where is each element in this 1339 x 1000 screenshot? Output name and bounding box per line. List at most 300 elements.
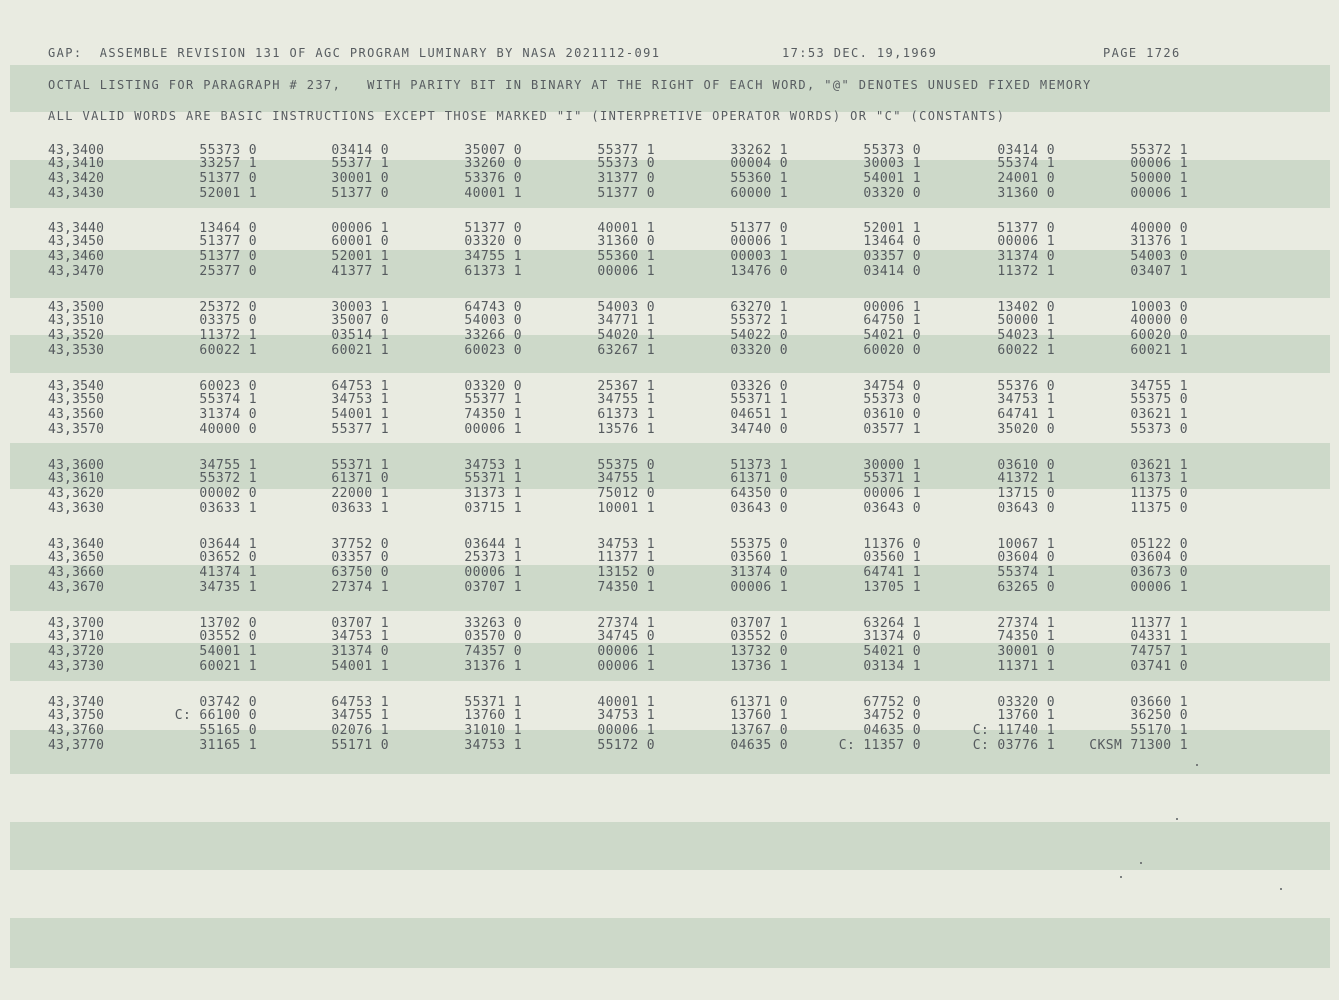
octal-word: 11371 1 bbox=[997, 659, 1055, 674]
memory-address: 43,3660 bbox=[48, 565, 105, 580]
memory-address: 43,3430 bbox=[48, 186, 105, 201]
octal-word: 52001 1 bbox=[199, 186, 257, 201]
octal-word: 25372 0 bbox=[199, 300, 257, 315]
octal-word: 55377 1 bbox=[331, 156, 389, 171]
octal-word: 34755 1 bbox=[331, 708, 389, 723]
octal-word: 27374 1 bbox=[597, 616, 655, 631]
octal-word: 03326 0 bbox=[730, 379, 788, 394]
octal-word: 34755 1 bbox=[464, 249, 522, 264]
octal-word: 40001 1 bbox=[597, 695, 655, 710]
octal-word: 03320 0 bbox=[730, 343, 788, 358]
octal-word: 13476 0 bbox=[730, 264, 788, 279]
octal-word: 33257 1 bbox=[199, 156, 257, 171]
octal-word: 63270 1 bbox=[730, 300, 788, 315]
listing-row bbox=[0, 644, 1339, 659]
octal-word: 35020 0 bbox=[997, 422, 1055, 437]
octal-word: 03707 1 bbox=[331, 616, 389, 631]
listing-row bbox=[0, 471, 1339, 486]
octal-word: 00006 1 bbox=[1130, 580, 1188, 595]
memory-address: 43,3560 bbox=[48, 407, 105, 422]
paper-speck bbox=[1196, 764, 1198, 766]
octal-word: 03742 0 bbox=[199, 695, 257, 710]
octal-word: 11375 0 bbox=[1130, 501, 1188, 516]
octal-word: 60021 1 bbox=[1130, 343, 1188, 358]
octal-word: 13760 1 bbox=[464, 708, 522, 723]
octal-word: 54003 0 bbox=[464, 313, 522, 328]
listing-row bbox=[0, 407, 1339, 422]
octal-word: 63264 1 bbox=[863, 616, 921, 631]
octal-word: 51373 1 bbox=[730, 458, 788, 473]
listing-row bbox=[0, 186, 1339, 201]
octal-word: 64350 0 bbox=[730, 486, 788, 501]
octal-word: 51377 0 bbox=[730, 221, 788, 236]
octal-word: 00006 1 bbox=[997, 234, 1055, 249]
octal-word: 33260 0 bbox=[464, 156, 522, 171]
header-page-number: PAGE 1726 bbox=[1103, 46, 1181, 60]
octal-word: 13152 0 bbox=[597, 565, 655, 580]
listing-row bbox=[0, 580, 1339, 595]
octal-word: 55376 0 bbox=[997, 379, 1055, 394]
octal-word: 55373 0 bbox=[863, 143, 921, 158]
octal-word: 13705 1 bbox=[863, 580, 921, 595]
octal-word: 51377 0 bbox=[199, 171, 257, 186]
octal-word: 55374 1 bbox=[997, 565, 1055, 580]
memory-address: 43,3760 bbox=[48, 723, 105, 738]
listing-row bbox=[0, 343, 1339, 358]
octal-word: 55372 1 bbox=[1130, 143, 1188, 158]
octal-word: 41374 1 bbox=[199, 565, 257, 580]
octal-word: 11372 1 bbox=[199, 328, 257, 343]
octal-word: 03644 1 bbox=[199, 537, 257, 552]
octal-word: 31374 0 bbox=[730, 565, 788, 580]
octal-word: 61373 1 bbox=[1130, 471, 1188, 486]
octal-word: 55371 1 bbox=[464, 471, 522, 486]
octal-word: 31360 0 bbox=[997, 186, 1055, 201]
octal-word: 03560 1 bbox=[730, 550, 788, 565]
octal-word: 13402 0 bbox=[997, 300, 1055, 315]
octal-word: 03660 1 bbox=[1130, 695, 1188, 710]
octal-word: 03644 1 bbox=[464, 537, 522, 552]
octal-word: 31374 0 bbox=[331, 644, 389, 659]
octal-word: C: 11357 0 bbox=[838, 738, 921, 753]
header-valid-words: ALL VALID WORDS ARE BASIC INSTRUCTIONS EXCEPT THOSE MARKED "I" (INTERPRETIVE OPERATOR WORDS) OR "C" (CONSTANTS) bbox=[48, 109, 1006, 123]
octal-word: 00006 1 bbox=[1130, 186, 1188, 201]
octal-word: 03407 1 bbox=[1130, 264, 1188, 279]
octal-word: 34753 1 bbox=[464, 458, 522, 473]
octal-word: 54003 0 bbox=[597, 300, 655, 315]
octal-word: 64743 0 bbox=[464, 300, 522, 315]
octal-word: 00003 1 bbox=[730, 249, 788, 264]
octal-word: 00006 1 bbox=[597, 659, 655, 674]
octal-word: 64741 1 bbox=[863, 565, 921, 580]
octal-word: 03320 0 bbox=[464, 379, 522, 394]
octal-word: 40000 0 bbox=[199, 422, 257, 437]
octal-word: 34755 1 bbox=[199, 458, 257, 473]
octal-word: 30000 1 bbox=[863, 458, 921, 473]
octal-word: 51377 0 bbox=[199, 249, 257, 264]
octal-word: 31373 1 bbox=[464, 486, 522, 501]
octal-word: 03715 1 bbox=[464, 501, 522, 516]
octal-word: 74350 1 bbox=[464, 407, 522, 422]
listing-row bbox=[0, 550, 1339, 565]
octal-word: 11375 0 bbox=[1130, 486, 1188, 501]
memory-address: 43,3440 bbox=[48, 221, 105, 236]
octal-word: 61373 1 bbox=[464, 264, 522, 279]
octal-word: 33262 1 bbox=[730, 143, 788, 158]
listing-row bbox=[0, 486, 1339, 501]
octal-word: 13760 1 bbox=[997, 708, 1055, 723]
octal-word: 00006 1 bbox=[331, 221, 389, 236]
octal-word: 67752 0 bbox=[863, 695, 921, 710]
octal-word: 55373 0 bbox=[199, 143, 257, 158]
listing-row bbox=[0, 249, 1339, 264]
octal-word: 13715 0 bbox=[997, 486, 1055, 501]
octal-word: 60023 0 bbox=[464, 343, 522, 358]
octal-word: 55374 1 bbox=[997, 156, 1055, 171]
octal-word: 03604 0 bbox=[997, 550, 1055, 565]
listing-row bbox=[0, 565, 1339, 580]
octal-word: 35007 0 bbox=[331, 313, 389, 328]
octal-word: 52001 1 bbox=[863, 221, 921, 236]
paper-speck bbox=[1176, 818, 1178, 820]
octal-word: 13576 1 bbox=[597, 422, 655, 437]
octal-word: 03652 0 bbox=[199, 550, 257, 565]
octal-word: 04635 0 bbox=[863, 723, 921, 738]
octal-word: 55171 0 bbox=[331, 738, 389, 753]
octal-word: 50000 1 bbox=[997, 313, 1055, 328]
octal-word: 55371 1 bbox=[730, 392, 788, 407]
octal-word: 51377 0 bbox=[597, 186, 655, 201]
octal-word: 34752 0 bbox=[863, 708, 921, 723]
octal-word: 13732 0 bbox=[730, 644, 788, 659]
memory-address: 43,3740 bbox=[48, 695, 105, 710]
listing-row bbox=[0, 738, 1339, 753]
paper-band bbox=[10, 918, 1330, 968]
octal-word: 54020 1 bbox=[597, 328, 655, 343]
octal-word: 03707 1 bbox=[464, 580, 522, 595]
octal-word: 34755 1 bbox=[597, 471, 655, 486]
octal-word: 61373 1 bbox=[597, 407, 655, 422]
octal-word: 60001 0 bbox=[331, 234, 389, 249]
octal-word: 30003 1 bbox=[863, 156, 921, 171]
octal-word: 04651 1 bbox=[730, 407, 788, 422]
memory-address: 43,3450 bbox=[48, 234, 105, 249]
octal-word: 03643 0 bbox=[730, 501, 788, 516]
octal-word: 31010 1 bbox=[464, 723, 522, 738]
octal-word: 02076 1 bbox=[331, 723, 389, 738]
octal-word: 30003 1 bbox=[331, 300, 389, 315]
octal-word: 34735 1 bbox=[199, 580, 257, 595]
paper-band bbox=[10, 822, 1330, 870]
octal-word: 37752 0 bbox=[331, 537, 389, 552]
octal-word: 33263 0 bbox=[464, 616, 522, 631]
octal-word: 13736 1 bbox=[730, 659, 788, 674]
listing-row bbox=[0, 501, 1339, 516]
octal-word: 00004 0 bbox=[730, 156, 788, 171]
listing-row bbox=[0, 422, 1339, 437]
octal-word: C: 66100 0 bbox=[174, 708, 257, 723]
memory-address: 43,3550 bbox=[48, 392, 105, 407]
memory-address: 43,3510 bbox=[48, 313, 105, 328]
octal-word: 55372 1 bbox=[199, 471, 257, 486]
octal-word: 74350 1 bbox=[597, 580, 655, 595]
octal-word: 34753 1 bbox=[464, 738, 522, 753]
octal-word: 31360 0 bbox=[597, 234, 655, 249]
octal-word: 55373 0 bbox=[1130, 422, 1188, 437]
octal-word: 55377 1 bbox=[331, 422, 389, 437]
octal-word: 54001 1 bbox=[863, 171, 921, 186]
octal-word: 34753 1 bbox=[597, 708, 655, 723]
octal-word: 00002 0 bbox=[199, 486, 257, 501]
octal-word: 25367 1 bbox=[597, 379, 655, 394]
octal-word: 03633 1 bbox=[199, 501, 257, 516]
octal-word: 36250 0 bbox=[1130, 708, 1188, 723]
octal-word: 31374 0 bbox=[997, 249, 1055, 264]
octal-word: 53376 0 bbox=[464, 171, 522, 186]
octal-word: 11377 1 bbox=[1130, 616, 1188, 631]
listing-row bbox=[0, 659, 1339, 674]
memory-address: 43,3460 bbox=[48, 249, 105, 264]
memory-address: 43,3520 bbox=[48, 328, 105, 343]
octal-word: 03621 1 bbox=[1130, 458, 1188, 473]
listing-row bbox=[0, 156, 1339, 171]
octal-word: 40000 0 bbox=[1130, 313, 1188, 328]
header-title: GAP: ASSEMBLE REVISION 131 OF AGC PROGRAM LUMINARY BY NASA 2021112-091 bbox=[48, 46, 661, 60]
memory-address: 43,3670 bbox=[48, 580, 105, 595]
paper-speck bbox=[1140, 862, 1142, 864]
memory-address: 43,3750 bbox=[48, 708, 105, 723]
octal-word: 54001 1 bbox=[199, 644, 257, 659]
octal-word: 03673 0 bbox=[1130, 565, 1188, 580]
octal-word: 03610 0 bbox=[863, 407, 921, 422]
octal-word: 30001 0 bbox=[331, 171, 389, 186]
octal-word: 03320 0 bbox=[863, 186, 921, 201]
octal-word: 60020 0 bbox=[1130, 328, 1188, 343]
memory-address: 43,3710 bbox=[48, 629, 105, 644]
octal-word: 60021 1 bbox=[331, 343, 389, 358]
octal-word: 40001 1 bbox=[464, 186, 522, 201]
octal-word: 00006 1 bbox=[464, 422, 522, 437]
memory-address: 43,3420 bbox=[48, 171, 105, 186]
octal-word: 35007 0 bbox=[464, 143, 522, 158]
octal-word: 61371 0 bbox=[730, 471, 788, 486]
paper-speck bbox=[1280, 888, 1282, 890]
octal-word: 03375 0 bbox=[199, 313, 257, 328]
memory-address: 43,3470 bbox=[48, 264, 105, 279]
memory-address: 43,3540 bbox=[48, 379, 105, 394]
octal-word: 03414 0 bbox=[997, 143, 1055, 158]
memory-address: 43,3530 bbox=[48, 343, 105, 358]
octal-word: 03320 0 bbox=[464, 234, 522, 249]
octal-word: 00006 1 bbox=[597, 644, 655, 659]
octal-word: 33266 0 bbox=[464, 328, 522, 343]
octal-word: 55377 1 bbox=[597, 143, 655, 158]
octal-word: 31376 1 bbox=[1130, 234, 1188, 249]
octal-word: 03577 1 bbox=[863, 422, 921, 437]
listing-row bbox=[0, 723, 1339, 738]
octal-word: 64741 1 bbox=[997, 407, 1055, 422]
octal-word: 31165 1 bbox=[199, 738, 257, 753]
octal-word: 60021 1 bbox=[199, 659, 257, 674]
octal-word: 31376 1 bbox=[464, 659, 522, 674]
octal-word: 34755 1 bbox=[1130, 379, 1188, 394]
octal-word: 55165 0 bbox=[199, 723, 257, 738]
memory-address: 43,3730 bbox=[48, 659, 105, 674]
octal-word: 13702 0 bbox=[199, 616, 257, 631]
octal-word: 03357 0 bbox=[863, 249, 921, 264]
memory-address: 43,3650 bbox=[48, 550, 105, 565]
octal-word: C: 11740 1 bbox=[972, 723, 1055, 738]
octal-word: 40000 0 bbox=[1130, 221, 1188, 236]
octal-word: 34753 1 bbox=[597, 537, 655, 552]
octal-word: 75012 0 bbox=[597, 486, 655, 501]
octal-word: 63750 0 bbox=[331, 565, 389, 580]
octal-word: 74757 1 bbox=[1130, 644, 1188, 659]
octal-word: 10067 1 bbox=[997, 537, 1055, 552]
octal-word: 03560 1 bbox=[863, 550, 921, 565]
octal-word: 00006 1 bbox=[863, 300, 921, 315]
octal-word: 03552 0 bbox=[730, 629, 788, 644]
octal-word: 03741 0 bbox=[1130, 659, 1188, 674]
octal-word: 04331 1 bbox=[1130, 629, 1188, 644]
listing-row bbox=[0, 234, 1339, 249]
memory-address: 43,3570 bbox=[48, 422, 105, 437]
header-timestamp: 17:53 DEC. 19,1969 bbox=[782, 46, 938, 60]
octal-word: 13760 1 bbox=[730, 708, 788, 723]
octal-word: 34753 1 bbox=[331, 629, 389, 644]
octal-word: 41372 1 bbox=[997, 471, 1055, 486]
octal-word: 03570 0 bbox=[464, 629, 522, 644]
octal-word: 03610 0 bbox=[997, 458, 1055, 473]
memory-address: 43,3410 bbox=[48, 156, 105, 171]
listing-row bbox=[0, 629, 1339, 644]
octal-word: 24001 0 bbox=[997, 171, 1055, 186]
octal-word: CKSM 71300 1 bbox=[1089, 738, 1188, 753]
octal-word: 40001 1 bbox=[597, 221, 655, 236]
octal-word: 11376 0 bbox=[863, 537, 921, 552]
header-octal-listing: OCTAL LISTING FOR PARAGRAPH # 237, WITH PARITY BIT IN BINARY AT THE RIGHT OF EACH WORD, "@" DENOTES UNUSED FIXED MEMORY bbox=[48, 78, 1092, 92]
octal-word: 31374 0 bbox=[863, 629, 921, 644]
octal-word: 13767 0 bbox=[730, 723, 788, 738]
octal-word: 00006 1 bbox=[597, 723, 655, 738]
octal-word: 74350 1 bbox=[997, 629, 1055, 644]
memory-address: 43,3720 bbox=[48, 644, 105, 659]
octal-word: 61371 0 bbox=[730, 695, 788, 710]
octal-word: 13464 0 bbox=[199, 221, 257, 236]
octal-word: 34740 0 bbox=[730, 422, 788, 437]
octal-word: 00006 1 bbox=[863, 486, 921, 501]
octal-word: 60023 0 bbox=[199, 379, 257, 394]
octal-word: 55372 1 bbox=[730, 313, 788, 328]
octal-word: 00006 1 bbox=[464, 565, 522, 580]
paper-speck bbox=[1120, 876, 1122, 878]
octal-word: 31377 0 bbox=[597, 171, 655, 186]
octal-word: 10003 0 bbox=[1130, 300, 1188, 315]
octal-word: C: 03776 1 bbox=[972, 738, 1055, 753]
octal-word: 41377 1 bbox=[331, 264, 389, 279]
octal-word: 30001 0 bbox=[997, 644, 1055, 659]
octal-word: 00006 1 bbox=[730, 234, 788, 249]
octal-word: 55360 1 bbox=[597, 249, 655, 264]
listing-row bbox=[0, 328, 1339, 343]
memory-address: 43,3500 bbox=[48, 300, 105, 315]
octal-word: 51377 0 bbox=[464, 221, 522, 236]
octal-word: 00006 1 bbox=[597, 264, 655, 279]
octal-word: 03357 0 bbox=[331, 550, 389, 565]
octal-word: 03633 1 bbox=[331, 501, 389, 516]
octal-word: 54021 0 bbox=[863, 644, 921, 659]
octal-word: 04635 0 bbox=[730, 738, 788, 753]
octal-word: 25377 0 bbox=[199, 264, 257, 279]
octal-word: 03604 0 bbox=[1130, 550, 1188, 565]
octal-word: 64753 1 bbox=[331, 695, 389, 710]
listing-row bbox=[0, 708, 1339, 723]
octal-word: 03707 1 bbox=[730, 616, 788, 631]
octal-word: 00006 1 bbox=[730, 580, 788, 595]
octal-word: 63267 1 bbox=[597, 343, 655, 358]
octal-word: 60022 1 bbox=[997, 343, 1055, 358]
octal-word: 55172 0 bbox=[597, 738, 655, 753]
octal-word: 50000 1 bbox=[1130, 171, 1188, 186]
octal-word: 55373 0 bbox=[597, 156, 655, 171]
octal-word: 63265 0 bbox=[997, 580, 1055, 595]
memory-address: 43,3400 bbox=[48, 143, 105, 158]
octal-word: 64750 1 bbox=[863, 313, 921, 328]
octal-word: 11372 1 bbox=[997, 264, 1055, 279]
octal-word: 54001 1 bbox=[331, 659, 389, 674]
octal-word: 27374 1 bbox=[997, 616, 1055, 631]
memory-address: 43,3770 bbox=[48, 738, 105, 753]
octal-word: 54023 1 bbox=[997, 328, 1055, 343]
octal-word: 05122 0 bbox=[1130, 537, 1188, 552]
octal-word: 03514 1 bbox=[331, 328, 389, 343]
octal-word: 10001 1 bbox=[597, 501, 655, 516]
octal-word: 34755 1 bbox=[597, 392, 655, 407]
octal-word: 03552 0 bbox=[199, 629, 257, 644]
octal-word: 55170 1 bbox=[1130, 723, 1188, 738]
octal-word: 00006 1 bbox=[1130, 156, 1188, 171]
listing-row bbox=[0, 171, 1339, 186]
octal-word: 27374 1 bbox=[331, 580, 389, 595]
octal-word: 03643 0 bbox=[997, 501, 1055, 516]
octal-word: 54022 0 bbox=[730, 328, 788, 343]
memory-address: 43,3700 bbox=[48, 616, 105, 631]
octal-word: 55375 0 bbox=[730, 537, 788, 552]
memory-address: 43,3620 bbox=[48, 486, 105, 501]
octal-word: 60000 1 bbox=[730, 186, 788, 201]
memory-address: 43,3600 bbox=[48, 458, 105, 473]
octal-word: 34754 0 bbox=[863, 379, 921, 394]
octal-word: 51377 0 bbox=[997, 221, 1055, 236]
octal-word: 51377 0 bbox=[331, 186, 389, 201]
octal-word: 34745 0 bbox=[597, 629, 655, 644]
octal-word: 55371 1 bbox=[464, 695, 522, 710]
listing-row bbox=[0, 313, 1339, 328]
memory-address: 43,3640 bbox=[48, 537, 105, 552]
octal-word: 61371 0 bbox=[331, 471, 389, 486]
octal-word: 54001 1 bbox=[331, 407, 389, 422]
listing-row bbox=[0, 264, 1339, 279]
octal-word: 22000 1 bbox=[331, 486, 389, 501]
octal-word: 03621 1 bbox=[1130, 407, 1188, 422]
octal-word: 34753 1 bbox=[331, 392, 389, 407]
octal-word: 55373 0 bbox=[863, 392, 921, 407]
octal-word: 64753 1 bbox=[331, 379, 389, 394]
octal-word: 03414 0 bbox=[863, 264, 921, 279]
octal-word: 31374 0 bbox=[199, 407, 257, 422]
octal-word: 60022 1 bbox=[199, 343, 257, 358]
octal-word: 25373 1 bbox=[464, 550, 522, 565]
